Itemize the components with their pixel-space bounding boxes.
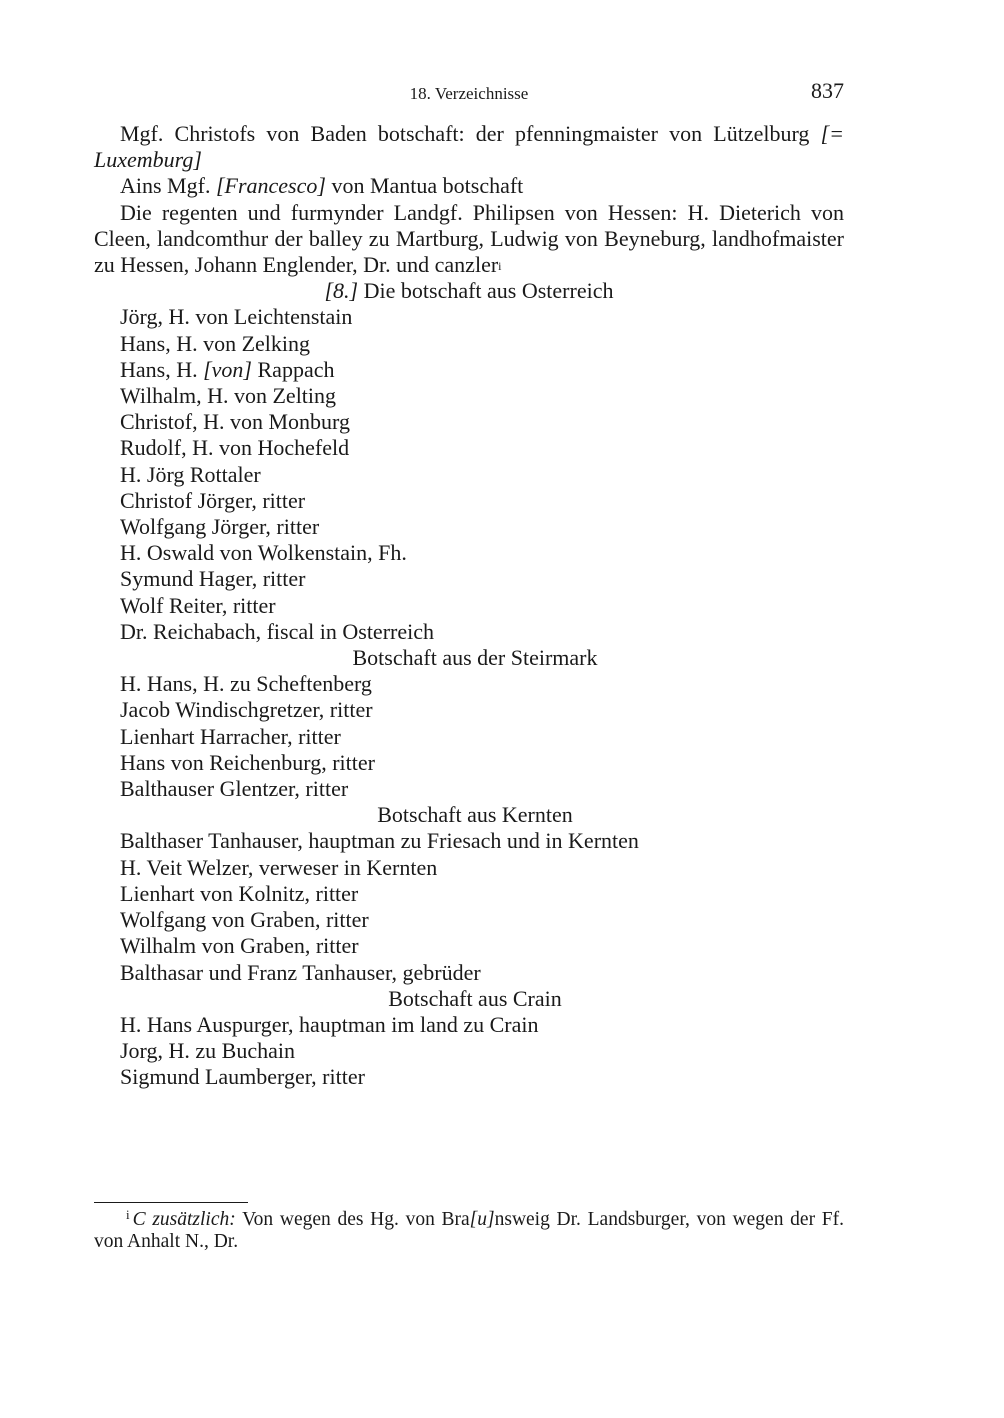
list-item: H. Veit Welzer, verweser in Kernten	[120, 854, 438, 880]
list-item: Balthauser Glentzer, ritter	[120, 776, 349, 802]
main-text	[94, 121, 844, 1091]
list-item: Jörg, H. von Leichtenstain	[120, 304, 353, 330]
list-item: Wilhalm, H. von Zelting	[120, 383, 337, 409]
list-item: Dr. Reichabach, fiscal in Osterreich	[120, 618, 434, 644]
running-head: 18. Verzeichnisse	[409, 84, 529, 103]
paragraph-baden-text: Mgf. Christofs von Baden botschaft: der pfenningmaister von Lützelburg	[120, 121, 821, 146]
list-item: Christof, H. von Monburg	[120, 409, 350, 435]
section-heading-kernten: Botschaft aus Kernten	[377, 802, 573, 828]
list-item-start: Hans, H.	[120, 356, 204, 382]
list-item: Wolfgang Jörger, ritter	[120, 514, 320, 540]
paragraph-baden	[94, 121, 844, 173]
footnote-text-end: nsweig Dr. Landsburger, von wegen der Ff. von Anhalt N., Dr.	[94, 1209, 844, 1252]
footnote	[94, 1209, 844, 1252]
section-number: [8.]	[324, 278, 359, 304]
list-item: H. Jörg Rottaler	[120, 461, 261, 487]
list-item: Jacob Windischgretzer, ritter	[120, 697, 373, 723]
list-item: Hans, H. von Zelking	[120, 330, 311, 356]
editorial-note: [von]	[203, 356, 252, 382]
list-item: Wolf Reiter, ritter	[120, 592, 276, 618]
section-heading-steirmark: Botschaft aus der Steirmark	[352, 645, 598, 671]
list-item: Rudolf, H. von Hochefeld	[120, 435, 350, 461]
footnote-reference: i	[498, 259, 502, 274]
list-item: H. Hans, H. zu Scheftenberg	[120, 671, 372, 697]
list-item: Sigmund Laumberger, ritter	[120, 1064, 365, 1090]
section-heading-crain: Botschaft aus Crain	[388, 985, 562, 1011]
footnote-text-start: Von wegen des Hg. von Bra	[235, 1209, 470, 1230]
paragraph-hessen	[94, 200, 844, 279]
section-heading-text: Die botschaft aus Osterreich	[358, 278, 614, 304]
list-item: Symund Hager, ritter	[120, 566, 306, 592]
editorial-note: [u]	[469, 1209, 495, 1230]
list-item: Hans von Reichenburg, ritter	[120, 749, 375, 775]
list-item: Lienhart von Kolnitz, ritter	[120, 880, 359, 906]
paragraph-mantua-end: von Mantua botschaft	[325, 173, 524, 199]
list-item-end: Rappach	[252, 356, 335, 382]
list-item: Lienhart Harracher, ritter	[120, 723, 341, 749]
list-item: Jorg, H. zu Buchain	[120, 1038, 295, 1064]
footnote-mark: i	[126, 1207, 130, 1222]
editorial-note: [Francesco]	[215, 173, 326, 199]
footnote-lead: C zusätzlich:	[132, 1209, 236, 1230]
page-number: 837	[811, 78, 844, 103]
editorial-note: [= Luxemburg]	[94, 121, 844, 173]
footnote-separator	[94, 1202, 248, 1203]
section-heading-osterreich	[94, 278, 844, 304]
list-item: Balthasar und Franz Tanhauser, gebrüder	[120, 959, 481, 985]
list-item: Christof Jörger, ritter	[120, 487, 306, 513]
page-header	[94, 78, 844, 108]
paragraph-mantua	[94, 173, 844, 199]
list-item: H. Oswald von Wolkenstain, Fh.	[120, 540, 407, 566]
paragraph-mantua-start: Ains Mgf.	[120, 173, 216, 199]
list-item: H. Hans Auspurger, hauptman im land zu Crain	[120, 1011, 539, 1037]
list-item: Balthaser Tanhauser, hauptman zu Friesach und in Kernten	[120, 828, 639, 854]
list-item: Wilhalm von Graben, ritter	[120, 933, 359, 959]
list-item	[94, 357, 844, 383]
paragraph-hessen-text: Die regenten und furmynder Landgf. Philipsen von Hessen: H. Dieterich von Cleen, landcomthur der balley zu Martburg, Ludwig von Beyneburg, landhofmaister zu Hessen, Johann Englender, Dr. und canzler	[94, 199, 844, 278]
list-item: Wolfgang von Graben, ritter	[120, 907, 369, 933]
